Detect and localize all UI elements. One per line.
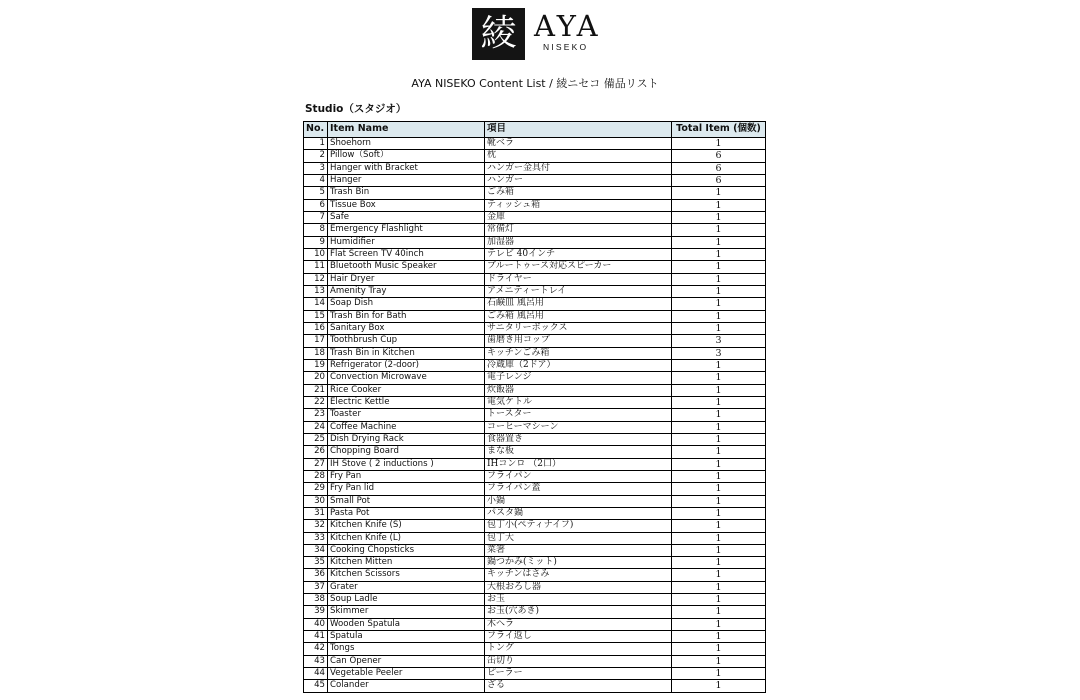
cell-number: 41 — [314, 631, 325, 642]
table-row — [304, 384, 765, 396]
logo-subtitle: NISEKO — [543, 42, 589, 52]
cell-item-name: Small Pot — [327, 496, 484, 507]
cell-item-name: IH Stove ( 2 inductions ) — [327, 459, 484, 470]
cell-item-name: Skimmer — [327, 606, 484, 617]
cell-number: 15 — [314, 310, 325, 321]
cell-item-name: Fry Pan lid — [327, 483, 484, 494]
cell-item-name-ja: アメニティートレイ — [484, 286, 671, 297]
table-row — [304, 519, 765, 531]
cell-number: 44 — [314, 668, 325, 679]
cell-number: 17 — [314, 335, 325, 346]
cell-item-name: Amenity Tray — [327, 286, 484, 297]
cell-total: 1 — [671, 224, 765, 235]
cell-item-name: Grater — [327, 582, 484, 593]
cell-item-name: Rice Cooker — [327, 385, 484, 396]
cell-total: 6 — [671, 150, 765, 161]
table-row — [304, 532, 765, 544]
cell-item-name: Coffee Machine — [327, 422, 484, 433]
cell-number: 39 — [314, 606, 325, 617]
cell-number: 9 — [319, 236, 325, 247]
table-row — [304, 556, 765, 568]
cell-total: 1 — [671, 545, 765, 556]
cell-item-name-ja: 食器置き — [484, 434, 671, 445]
cell-total: 1 — [671, 397, 765, 408]
cell-item-name-ja: ドライヤー — [484, 274, 671, 285]
cell-total: 1 — [671, 643, 765, 654]
cell-total: 1 — [671, 446, 765, 457]
table-row — [304, 236, 765, 248]
cell-item-name: Electric Kettle — [327, 397, 484, 408]
cell-number: 12 — [314, 273, 325, 284]
table-row — [304, 334, 765, 346]
cell-item-name-ja: 菜箸 — [484, 545, 671, 556]
table-row — [304, 162, 765, 174]
cell-item-name-ja: キッチンごみ箱 — [484, 348, 671, 359]
table-row — [304, 322, 765, 334]
cell-item-name-ja: 石鹸皿 風呂用 — [484, 298, 671, 309]
cell-item-name: Soap Dish — [327, 298, 484, 309]
header-item-name-ja: 項目 — [484, 122, 671, 137]
cell-number: 11 — [314, 261, 325, 272]
cell-item-name: Dish Drying Rack — [327, 434, 484, 445]
cell-item-name-ja: トング — [484, 643, 671, 654]
cell-number: 18 — [314, 347, 325, 358]
cell-total: 1 — [671, 138, 765, 149]
cell-item-name-ja: フライパン — [484, 471, 671, 482]
cell-item-name-ja: 加湿器 — [484, 237, 671, 248]
cell-item-name-ja: 常備灯 — [484, 224, 671, 235]
cell-item-name: Wooden Spatula — [327, 619, 484, 630]
cell-number: 8 — [319, 224, 325, 235]
cell-item-name-ja: ハンガー — [484, 175, 671, 186]
cell-item-name-ja: フライパン蓋 — [484, 483, 671, 494]
table-row — [304, 618, 765, 630]
cell-number: 20 — [314, 372, 325, 383]
cell-item-name: Convection Microwave — [327, 372, 484, 383]
table-row — [304, 421, 765, 433]
table-row — [304, 408, 765, 420]
table-row — [304, 149, 765, 161]
cell-number: 24 — [314, 421, 325, 432]
header-no: No. — [306, 123, 325, 134]
cell-item-name: Humidifier — [327, 237, 484, 248]
cell-item-name: Hanger with Bracket — [327, 163, 484, 174]
cell-number: 2 — [319, 150, 325, 161]
cell-number: 13 — [314, 285, 325, 296]
cell-total: 1 — [671, 311, 765, 322]
table-row — [304, 137, 765, 149]
table-row — [304, 371, 765, 383]
cell-item-name-ja: まな板 — [484, 446, 671, 457]
cell-item-name: Hair Dryer — [327, 274, 484, 285]
cell-item-name: Toothbrush Cup — [327, 335, 484, 346]
cell-item-name-ja: 靴ベラ — [484, 138, 671, 149]
cell-item-name: Pillow（Soft） — [327, 150, 484, 161]
cell-total: 1 — [671, 409, 765, 420]
cell-number: 3 — [319, 162, 325, 173]
cell-total: 1 — [671, 582, 765, 593]
cell-item-name: Cooking Chopsticks — [327, 545, 484, 556]
cell-number: 35 — [314, 557, 325, 568]
cell-item-name-ja: ブルートゥース対応スピーカー — [484, 261, 671, 272]
table-row — [304, 310, 765, 322]
cell-item-name: Sanitary Box — [327, 323, 484, 334]
table-row — [304, 605, 765, 617]
cell-total: 1 — [671, 569, 765, 580]
cell-number: 28 — [314, 470, 325, 481]
cell-number: 34 — [314, 544, 325, 555]
cell-total: 1 — [671, 274, 765, 285]
table-row — [304, 470, 765, 482]
table-row — [304, 630, 765, 642]
cell-total: 1 — [671, 422, 765, 433]
cell-number: 1 — [319, 138, 325, 148]
content-table — [303, 121, 766, 693]
cell-number: 5 — [319, 187, 325, 198]
table-row — [304, 359, 765, 371]
cell-item-name-ja: サニタリーボックス — [484, 323, 671, 334]
cell-item-name-ja: ごみ箱 — [484, 187, 671, 198]
table-row — [304, 396, 765, 408]
cell-item-name-ja: トースター — [484, 409, 671, 420]
cell-number: 19 — [314, 359, 325, 370]
table-row — [304, 297, 765, 309]
cell-total: 1 — [671, 668, 765, 679]
cell-total: 1 — [671, 471, 765, 482]
cell-item-name: Soup Ladle — [327, 594, 484, 605]
cell-number: 6 — [319, 199, 325, 210]
cell-total: 1 — [671, 385, 765, 396]
cell-number: 26 — [314, 446, 325, 457]
table-row — [304, 285, 765, 297]
cell-number: 25 — [314, 433, 325, 444]
cell-item-name: Vegetable Peeler — [327, 668, 484, 679]
cell-number: 27 — [314, 458, 325, 469]
cell-item-name: Hanger — [327, 175, 484, 186]
cell-number: 22 — [314, 396, 325, 407]
cell-item-name: Refrigerator (2-door) — [327, 360, 484, 371]
table-row — [304, 347, 765, 359]
cell-total: 1 — [671, 434, 765, 445]
cell-total: 3 — [671, 335, 765, 346]
cell-total: 1 — [671, 200, 765, 211]
cell-item-name-ja: お玉(穴あき) — [484, 606, 671, 617]
cell-number: 23 — [314, 409, 325, 420]
cell-item-name-ja: パスタ鍋 — [484, 508, 671, 519]
cell-item-name-ja: 枕 — [484, 150, 671, 161]
cell-item-name-ja: ピーラー — [484, 668, 671, 679]
cell-item-name-ja: ティッシュ箱 — [484, 200, 671, 211]
table-row — [304, 445, 765, 457]
cell-item-name-ja: IHコンロ （2口） — [484, 459, 671, 470]
cell-total: 1 — [671, 656, 765, 667]
header-item-name: Item Name — [327, 122, 484, 137]
cell-total: 6 — [671, 163, 765, 174]
cell-item-name-ja: 小鍋 — [484, 496, 671, 507]
table-row — [304, 495, 765, 507]
cell-item-name-ja: 缶切り — [484, 656, 671, 667]
cell-total: 1 — [671, 606, 765, 617]
cell-item-name-ja: 炊飯器 — [484, 385, 671, 396]
table-row — [304, 568, 765, 580]
table-row — [304, 211, 765, 223]
cell-total: 3 — [671, 348, 765, 359]
cell-item-name-ja: 歯磨き用コップ — [484, 335, 671, 346]
cell-item-name: Tongs — [327, 643, 484, 654]
table-row — [304, 655, 765, 667]
cell-item-name-ja: お玉 — [484, 594, 671, 605]
cell-item-name: Trash Bin for Bath — [327, 311, 484, 322]
table-row — [304, 544, 765, 556]
table-row — [304, 482, 765, 494]
cell-total: 1 — [671, 286, 765, 297]
cell-item-name: Trash Bin — [327, 187, 484, 198]
table-row — [304, 273, 765, 285]
cell-item-name: Safe — [327, 212, 484, 223]
cell-total: 1 — [671, 249, 765, 260]
cell-item-name-ja: フライ返し — [484, 631, 671, 642]
cell-number: 10 — [314, 248, 325, 259]
cell-item-name-ja: 包丁小(ペティナイフ) — [484, 520, 671, 531]
cell-item-name: Can Opener — [327, 656, 484, 667]
cell-item-name: Kitchen Scissors — [327, 569, 484, 580]
cell-item-name: Fry Pan — [327, 471, 484, 482]
cell-item-name-ja: 大根おろし器 — [484, 582, 671, 593]
table-row — [304, 667, 765, 679]
cell-total: 6 — [671, 175, 765, 186]
cell-item-name: Emergency Flashlight — [327, 224, 484, 235]
cell-item-name: Bluetooth Music Speaker — [327, 261, 484, 272]
cell-item-name: Colander — [327, 680, 484, 691]
cell-number: 7 — [319, 211, 325, 222]
cell-number: 37 — [314, 581, 325, 592]
page-title: AYA NISEKO Content List / 綾ニセコ 備品リスト — [411, 77, 659, 90]
logo-kanji: 綾 — [480, 13, 517, 54]
logo-mark — [472, 8, 525, 60]
cell-number: 42 — [314, 643, 325, 654]
cell-item-name-ja: キッチンはさみ — [484, 569, 671, 580]
cell-total: 1 — [671, 360, 765, 371]
table-row — [304, 581, 765, 593]
cell-item-name-ja: 金庫 — [484, 212, 671, 223]
section-heading: Studio（スタジオ） — [305, 103, 407, 115]
cell-number: 4 — [319, 174, 325, 185]
cell-total: 1 — [671, 212, 765, 223]
cell-number: 21 — [314, 384, 325, 395]
cell-total: 1 — [671, 520, 765, 531]
logo-name: AYA — [534, 9, 601, 43]
cell-total: 1 — [671, 594, 765, 605]
cell-item-name-ja: 鍋つかみ(ミット) — [484, 557, 671, 568]
table-row — [304, 433, 765, 445]
cell-item-name: Kitchen Knife (L) — [327, 533, 484, 544]
cell-number: 40 — [314, 618, 325, 629]
cell-total: 1 — [671, 237, 765, 248]
cell-total: 1 — [671, 323, 765, 334]
cell-item-name-ja: ハンガー金具付 — [484, 163, 671, 174]
cell-total: 1 — [671, 496, 765, 507]
cell-item-name-ja: 包丁大 — [484, 533, 671, 544]
cell-item-name-ja: ざる — [484, 680, 671, 691]
cell-item-name: Pasta Pot — [327, 508, 484, 519]
table-header-row — [304, 122, 765, 137]
cell-item-name: Kitchen Mitten — [327, 557, 484, 568]
cell-number: 45 — [314, 680, 325, 691]
cell-item-name-ja: 冷蔵庫（2ドア） — [484, 360, 671, 371]
cell-item-name: Chopping Board — [327, 446, 484, 457]
cell-item-name: Trash Bin in Kitchen — [327, 348, 484, 359]
cell-total: 1 — [671, 187, 765, 198]
cell-number: 43 — [314, 655, 325, 666]
table-row — [304, 642, 765, 654]
cell-number: 31 — [314, 507, 325, 518]
cell-number: 32 — [314, 520, 325, 531]
cell-total: 1 — [671, 619, 765, 630]
cell-total: 1 — [671, 372, 765, 383]
cell-total: 1 — [671, 557, 765, 568]
cell-total: 1 — [671, 483, 765, 494]
table-row — [304, 199, 765, 211]
cell-number: 16 — [314, 322, 325, 333]
cell-total: 1 — [671, 261, 765, 272]
cell-number: 29 — [314, 483, 325, 494]
header-total: Total Item (個数) — [671, 122, 765, 137]
table-row — [304, 458, 765, 470]
cell-total: 1 — [671, 459, 765, 470]
table-row — [304, 260, 765, 272]
cell-item-name: Spatula — [327, 631, 484, 642]
table-row — [304, 186, 765, 198]
table-row — [304, 174, 765, 186]
cell-number: 30 — [314, 495, 325, 506]
cell-number: 14 — [314, 298, 325, 309]
cell-item-name: Kitchen Knife (S) — [327, 520, 484, 531]
cell-item-name: Tissue Box — [327, 200, 484, 211]
table-row — [304, 248, 765, 260]
cell-number: 36 — [314, 569, 325, 580]
cell-item-name: Shoehorn — [327, 138, 484, 149]
cell-item-name-ja: 電気ケトル — [484, 397, 671, 408]
cell-item-name-ja: 木ヘラ — [484, 619, 671, 630]
cell-item-name-ja: コーヒーマシーン — [484, 422, 671, 433]
table-row — [304, 679, 765, 691]
cell-total: 1 — [671, 680, 765, 691]
table-row — [304, 593, 765, 605]
cell-total: 1 — [671, 631, 765, 642]
cell-item-name-ja: ごみ箱 風呂用 — [484, 311, 671, 322]
cell-item-name-ja: テレビ 40インチ — [484, 249, 671, 260]
cell-total: 1 — [671, 298, 765, 309]
cell-item-name: Flat Screen TV 40inch — [327, 249, 484, 260]
cell-number: 33 — [314, 532, 325, 543]
table-row — [304, 223, 765, 235]
cell-number: 38 — [314, 594, 325, 605]
cell-item-name-ja: 電子レンジ — [484, 372, 671, 383]
cell-total: 1 — [671, 533, 765, 544]
table-row — [304, 507, 765, 519]
cell-item-name: Toaster — [327, 409, 484, 420]
cell-total: 1 — [671, 508, 765, 519]
